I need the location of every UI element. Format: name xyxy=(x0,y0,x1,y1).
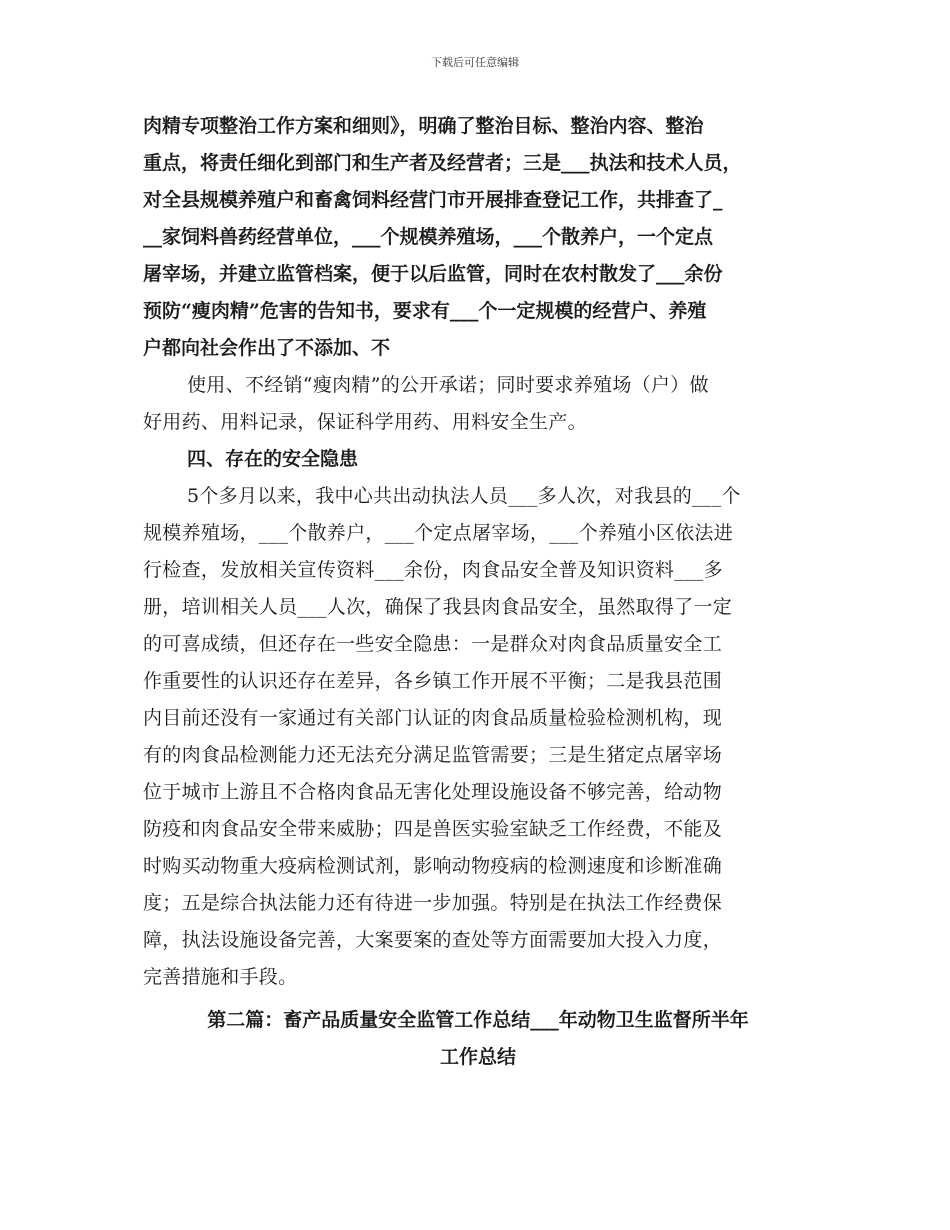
paragraph-commitment xyxy=(143,367,813,441)
paragraph-rectification-bold xyxy=(143,108,813,367)
document-body xyxy=(143,108,813,1076)
text-line: 户都向社会作出了不添加、不 xyxy=(143,337,391,359)
text-line: 规模养殖场，___个散养户，___个定点屠宰场，___个养殖小区依法进 xyxy=(143,522,734,544)
text-line: 行检查，发放相关宣传资料___余份，肉食品安全普及知识资料___多 xyxy=(143,559,723,581)
text-line: 重点，将责任细化到部门和生产者及经营者；三是___执法和技术人员， xyxy=(143,152,742,174)
part2-title xyxy=(143,1002,813,1076)
text-line: 肉精专项整治工作方案和细则》，明确了整治目标、整治内容、整治 xyxy=(143,115,704,137)
text-line: 预防“瘦肉精”危害的告知书，要求有___个一定规模的经营户、养殖 xyxy=(143,300,707,322)
text-line: 完善措施和手段。 xyxy=(143,966,298,988)
text-line: 有的肉食品检测能力还无法充分满足监管需要；三是生猪定点屠宰场 xyxy=(143,744,723,766)
text-line: 障，执法设施设备完善，大案要案的查处等方面需要加大投入力度， xyxy=(143,929,723,951)
text-line: 册，培训相关人员___人次，确保了我县肉食品安全，虽然取得了一定 xyxy=(143,596,733,618)
text-line: 位于城市上游且不合格肉食品无害化处理设施设备不够完善，给动物 xyxy=(143,781,723,803)
text-line: 使用、不经销“瘦肉精”的公开承诺；同时要求养殖场（户）做 xyxy=(187,374,709,396)
text-line: 屠宰场，并建立监管档案，便于以后监管，同时在农村散发了___余份 xyxy=(143,263,723,285)
text-line: __家饲料兽药经营单位，___个规模养殖场，___个散养户，一个定点 xyxy=(143,226,714,248)
text-line: 对全县规模养殖户和畜禽饲料经营门市开展排查登记工作，共排查了_ xyxy=(143,189,723,211)
part2-title-line: 工作总结 xyxy=(439,1046,516,1068)
text-line: 度；五是综合执法能力还有待进一步加强。特别是在执法工作经费保 xyxy=(143,892,723,914)
part2-title-line: 第二篇：畜产品质量安全监管工作总结___年动物卫生监督所半年 xyxy=(207,1009,749,1031)
text-line: 好用药、用料记录，保证科学用药、用料安全生产。 xyxy=(143,411,587,433)
text-line: 5个多月以来，我中心共出动执法人员___多人次，对我县的___个 xyxy=(187,485,741,507)
text-line: 时购买动物重大疫病检测试剂，影响动物疫病的检测速度和诊断准确 xyxy=(143,855,723,877)
text-line: 作重要性的认识还存在差异，各乡镇工作开展不平衡；二是我县范围 xyxy=(143,670,723,692)
page-header: 下载后可任意编辑 xyxy=(431,56,519,69)
section-heading: 四、存在的安全隐患 xyxy=(187,448,359,470)
text-line: 的可喜成绩，但还存在一些安全隐患：一是群众对肉食品质量安全工 xyxy=(143,633,723,655)
text-line: 内目前还没有一家通过有关部门认证的肉食品质量检验检测机构，现 xyxy=(143,707,723,729)
paragraph-hazards xyxy=(143,478,813,996)
text-line: 防疫和肉食品安全带来威胁；四是兽医实验室缺乏工作经费，不能及 xyxy=(143,818,723,840)
